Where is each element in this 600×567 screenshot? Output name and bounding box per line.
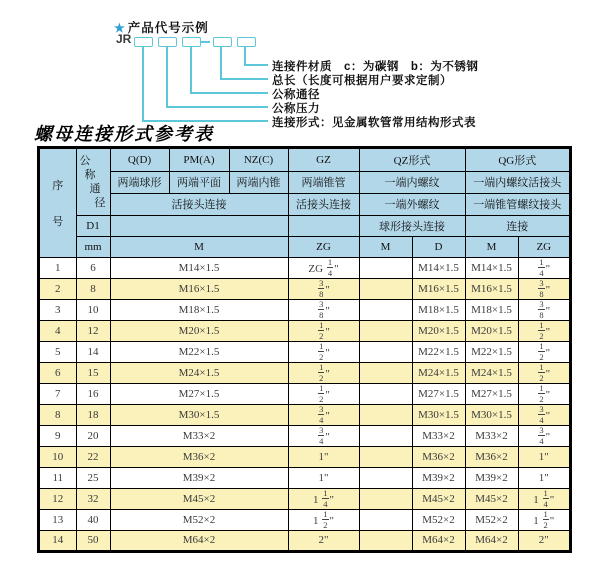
cell-qg-m: M45×2 bbox=[465, 488, 518, 509]
cell-qz-d: M16×1.5 bbox=[412, 278, 465, 299]
connector-line bbox=[142, 47, 144, 122]
table-row bbox=[39, 488, 570, 509]
header-gz-connection: 活接头连接 bbox=[288, 193, 359, 215]
cell-dn: 15 bbox=[76, 362, 110, 383]
header-blank-left bbox=[110, 215, 288, 236]
cell-qg-m: M20×1.5 bbox=[465, 320, 518, 341]
cell-seq: 1 bbox=[39, 257, 76, 278]
cell-dn: 16 bbox=[76, 383, 110, 404]
header-qz-desc2: 一端外螺纹 bbox=[359, 193, 465, 215]
cell-dn: 14 bbox=[76, 341, 110, 362]
cell-qz-d: M20×1.5 bbox=[412, 320, 465, 341]
cell-seq: 8 bbox=[39, 404, 76, 425]
cell-dn: 18 bbox=[76, 404, 110, 425]
cell-qg-zg: $\frac{3}{4}$ " bbox=[518, 404, 570, 425]
cell-qz-m bbox=[359, 404, 412, 425]
cell-qz-d: M39×2 bbox=[412, 467, 465, 488]
cell-qz-m bbox=[359, 488, 412, 509]
table-row bbox=[39, 320, 570, 341]
header-col-nz: NZ(C) bbox=[229, 148, 288, 171]
code-label-length: 总长（长度可根据用户要求定制） bbox=[272, 75, 452, 87]
cell-qg-zg: $\frac{1}{2}$ " bbox=[518, 341, 570, 362]
header-qz-connection: 球形接头连接 bbox=[359, 215, 465, 236]
cell-dn: 20 bbox=[76, 425, 110, 446]
cell-dn: 40 bbox=[76, 509, 110, 530]
cell-dn: 6 bbox=[76, 257, 110, 278]
cell-qg-zg: 2" bbox=[518, 530, 570, 551]
code-dash bbox=[201, 41, 210, 43]
cell-seq: 9 bbox=[39, 425, 76, 446]
cell-qg-zg: $\frac{1}{2}$ " bbox=[518, 320, 570, 341]
cell-gz: 1" bbox=[288, 467, 359, 488]
cell-m: M36×2 bbox=[110, 446, 288, 467]
header-q-desc: 两端球形 bbox=[110, 171, 169, 193]
header-d-qz: D bbox=[412, 236, 465, 257]
cell-gz: $\frac{1}{2}$ " bbox=[288, 362, 359, 383]
cell-qg-zg: $\frac{1}{2}$ " bbox=[518, 383, 570, 404]
cell-qg-m: M64×2 bbox=[465, 530, 518, 551]
header-col-qz: QZ形式 bbox=[359, 148, 465, 171]
cell-qz-m bbox=[359, 341, 412, 362]
code-box-2 bbox=[158, 37, 177, 47]
header-qg-desc2: 一端锥管螺纹接头 bbox=[465, 193, 570, 215]
cell-seq: 12 bbox=[39, 488, 76, 509]
connector-line bbox=[166, 47, 168, 108]
header-qg-desc1: 一端内螺纹活接头 bbox=[465, 171, 570, 193]
connector-line bbox=[220, 78, 268, 80]
table-row bbox=[39, 299, 570, 320]
cell-qg-m: M36×2 bbox=[465, 446, 518, 467]
cell-dn: 12 bbox=[76, 320, 110, 341]
table-body bbox=[39, 257, 570, 551]
header-col-gz: GZ bbox=[288, 148, 359, 171]
cell-gz: 1 $\frac{1}{2}$ " bbox=[288, 509, 359, 530]
cell-qg-m: M39×2 bbox=[465, 467, 518, 488]
cell-seq: 11 bbox=[39, 467, 76, 488]
cell-m: M45×2 bbox=[110, 488, 288, 509]
star-icon: ★ bbox=[114, 21, 126, 35]
connector-line bbox=[190, 47, 192, 94]
cell-gz: $\frac{3}{4}$ " bbox=[288, 425, 359, 446]
cell-seq: 3 bbox=[39, 299, 76, 320]
code-box-4 bbox=[213, 37, 232, 47]
header-col-q: Q(D) bbox=[110, 148, 169, 171]
cell-qz-m bbox=[359, 362, 412, 383]
code-box-3 bbox=[182, 37, 201, 47]
cell-gz: 1" bbox=[288, 446, 359, 467]
cell-qg-m: M52×2 bbox=[465, 509, 518, 530]
cell-gz: 2" bbox=[288, 530, 359, 551]
header-dn-char: 称 bbox=[84, 168, 96, 181]
cell-qz-d: M14×1.5 bbox=[412, 257, 465, 278]
cell-qz-m bbox=[359, 530, 412, 551]
header-mm: mm bbox=[76, 236, 110, 257]
code-label-pressure: 公称压力 bbox=[272, 103, 320, 115]
cell-m: M30×1.5 bbox=[110, 404, 288, 425]
cell-qg-m: M24×1.5 bbox=[465, 362, 518, 383]
code-box-5 bbox=[237, 37, 256, 47]
cell-qz-d: M27×1.5 bbox=[412, 383, 465, 404]
cell-qz-m bbox=[359, 257, 412, 278]
cell-gz: $\frac{3}{8}$ " bbox=[288, 278, 359, 299]
connector-line bbox=[166, 106, 268, 108]
connector-line bbox=[190, 92, 268, 94]
diagram-title-text: 产品代号示例 bbox=[127, 21, 209, 35]
code-label-diameter: 公称通径 bbox=[272, 89, 320, 101]
cell-m: M14×1.5 bbox=[110, 257, 288, 278]
cell-qg-zg: 1" bbox=[518, 446, 570, 467]
cell-qz-d: M22×1.5 bbox=[412, 341, 465, 362]
cell-qz-d: M52×2 bbox=[412, 509, 465, 530]
cell-qz-d: M24×1.5 bbox=[412, 362, 465, 383]
header-qz-desc1: 一端内螺纹 bbox=[359, 171, 465, 193]
cell-qg-zg: 1" bbox=[518, 467, 570, 488]
header-qg-connection: 连接 bbox=[465, 215, 570, 236]
table-row bbox=[39, 257, 570, 278]
cell-dn: 8 bbox=[76, 278, 110, 299]
cell-seq: 10 bbox=[39, 446, 76, 467]
cell-qg-zg: $\frac{3}{8}$ " bbox=[518, 299, 570, 320]
cell-m: M20×1.5 bbox=[110, 320, 288, 341]
table-row bbox=[39, 341, 570, 362]
cell-qz-m bbox=[359, 320, 412, 341]
header-union-connection: 活接头连接 bbox=[110, 193, 288, 215]
connector-line bbox=[220, 47, 222, 80]
cell-gz: ZG $\frac{1}{4}$ " bbox=[288, 257, 359, 278]
cell-qz-d: M30×1.5 bbox=[412, 404, 465, 425]
table-title: 螺母连接形式参考表 bbox=[34, 124, 214, 145]
header-blank-gz bbox=[288, 215, 359, 236]
header-seq bbox=[39, 148, 76, 257]
cell-m: M24×1.5 bbox=[110, 362, 288, 383]
cell-gz: $\frac{3}{4}$ " bbox=[288, 404, 359, 425]
cell-m: M27×1.5 bbox=[110, 383, 288, 404]
cell-m: M16×1.5 bbox=[110, 278, 288, 299]
cell-qg-zg: 1 $\frac{1}{2}$ " bbox=[518, 509, 570, 530]
cell-dn: 50 bbox=[76, 530, 110, 551]
cell-gz: $\frac{1}{2}$ " bbox=[288, 383, 359, 404]
cell-seq: 14 bbox=[39, 530, 76, 551]
cell-seq: 4 bbox=[39, 320, 76, 341]
product-code-prefix: JR bbox=[116, 32, 132, 46]
cell-qz-d: M33×2 bbox=[412, 425, 465, 446]
header-pm-desc: 两端平面 bbox=[169, 171, 229, 193]
header-dn-char: 公 bbox=[79, 154, 91, 167]
code-label-material: 连接件材质 c：为碳钢 b：为不锈钢 bbox=[272, 61, 479, 73]
header-dn-char: 径 bbox=[94, 196, 106, 209]
header-zg-gz: ZG bbox=[288, 236, 359, 257]
header-m-qz: M bbox=[359, 236, 412, 257]
cell-m: M18×1.5 bbox=[110, 299, 288, 320]
header-d1: D1 bbox=[76, 215, 110, 236]
header-zg-qg: ZG bbox=[518, 236, 570, 257]
cell-dn: 22 bbox=[76, 446, 110, 467]
cell-qg-m: M18×1.5 bbox=[465, 299, 518, 320]
header-seq-char: 号 bbox=[52, 215, 64, 228]
cell-gz: $\frac{1}{2}$ " bbox=[288, 341, 359, 362]
cell-qz-m bbox=[359, 509, 412, 530]
cell-qg-m: M22×1.5 bbox=[465, 341, 518, 362]
code-label-connection: 连接形式：见金属软管常用结构形式表 bbox=[272, 117, 476, 129]
header-nz-desc: 两端内锥 bbox=[229, 171, 288, 193]
cell-seq: 6 bbox=[39, 362, 76, 383]
cell-gz: $\frac{1}{2}$ " bbox=[288, 320, 359, 341]
cell-m: M64×2 bbox=[110, 530, 288, 551]
table-row bbox=[39, 530, 570, 551]
table-row bbox=[39, 278, 570, 299]
cell-dn: 32 bbox=[76, 488, 110, 509]
cell-qg-zg: $\frac{1}{4}$ " bbox=[518, 257, 570, 278]
table-row bbox=[39, 383, 570, 404]
cell-qz-d: M36×2 bbox=[412, 446, 465, 467]
cell-dn: 10 bbox=[76, 299, 110, 320]
cell-gz: $\frac{3}{8}$ " bbox=[288, 299, 359, 320]
cell-seq: 5 bbox=[39, 341, 76, 362]
header-m-left: M bbox=[110, 236, 288, 257]
table-row bbox=[39, 467, 570, 488]
table-row bbox=[39, 509, 570, 530]
cell-qz-d: M45×2 bbox=[412, 488, 465, 509]
header-dn bbox=[76, 148, 110, 215]
table-row bbox=[39, 425, 570, 446]
header-dn-char: 通 bbox=[89, 182, 101, 195]
cell-seq: 7 bbox=[39, 383, 76, 404]
cell-qz-m bbox=[359, 467, 412, 488]
cell-qz-m bbox=[359, 425, 412, 446]
cell-qg-m: M14×1.5 bbox=[465, 257, 518, 278]
header-col-pm: PM(A) bbox=[169, 148, 229, 171]
cell-qg-zg: $\frac{1}{2}$ " bbox=[518, 362, 570, 383]
cell-m: M33×2 bbox=[110, 425, 288, 446]
table-row bbox=[39, 404, 570, 425]
cell-qg-zg: 1 $\frac{1}{4}$ " bbox=[518, 488, 570, 509]
header-gz-desc: 两端锥管 bbox=[288, 171, 359, 193]
cell-m: M52×2 bbox=[110, 509, 288, 530]
cell-qg-m: M27×1.5 bbox=[465, 383, 518, 404]
cell-qg-zg: $\frac{3}{4}$ " bbox=[518, 425, 570, 446]
cell-qz-m bbox=[359, 278, 412, 299]
cell-m: M39×2 bbox=[110, 467, 288, 488]
header-seq-char: 序 bbox=[52, 179, 64, 192]
cell-qg-m: M33×2 bbox=[465, 425, 518, 446]
cell-seq: 13 bbox=[39, 509, 76, 530]
cell-gz: 1 $\frac{1}{4}$ " bbox=[288, 488, 359, 509]
header-m-qg: M bbox=[465, 236, 518, 257]
cell-seq: 2 bbox=[39, 278, 76, 299]
cell-qg-m: M30×1.5 bbox=[465, 404, 518, 425]
connector-line bbox=[244, 64, 268, 66]
header-col-qg: QG形式 bbox=[465, 148, 570, 171]
cell-qz-m bbox=[359, 299, 412, 320]
table-row bbox=[39, 446, 570, 467]
cell-qz-m bbox=[359, 383, 412, 404]
cell-qz-d: M64×2 bbox=[412, 530, 465, 551]
cell-qz-m bbox=[359, 446, 412, 467]
cell-dn: 25 bbox=[76, 467, 110, 488]
cell-qz-d: M18×1.5 bbox=[412, 299, 465, 320]
table-row bbox=[39, 362, 570, 383]
cell-qg-m: M16×1.5 bbox=[465, 278, 518, 299]
nut-connection-table bbox=[38, 147, 571, 552]
cell-m: M22×1.5 bbox=[110, 341, 288, 362]
cell-qg-zg: $\frac{3}{8}$ " bbox=[518, 278, 570, 299]
code-box-1 bbox=[134, 37, 153, 47]
